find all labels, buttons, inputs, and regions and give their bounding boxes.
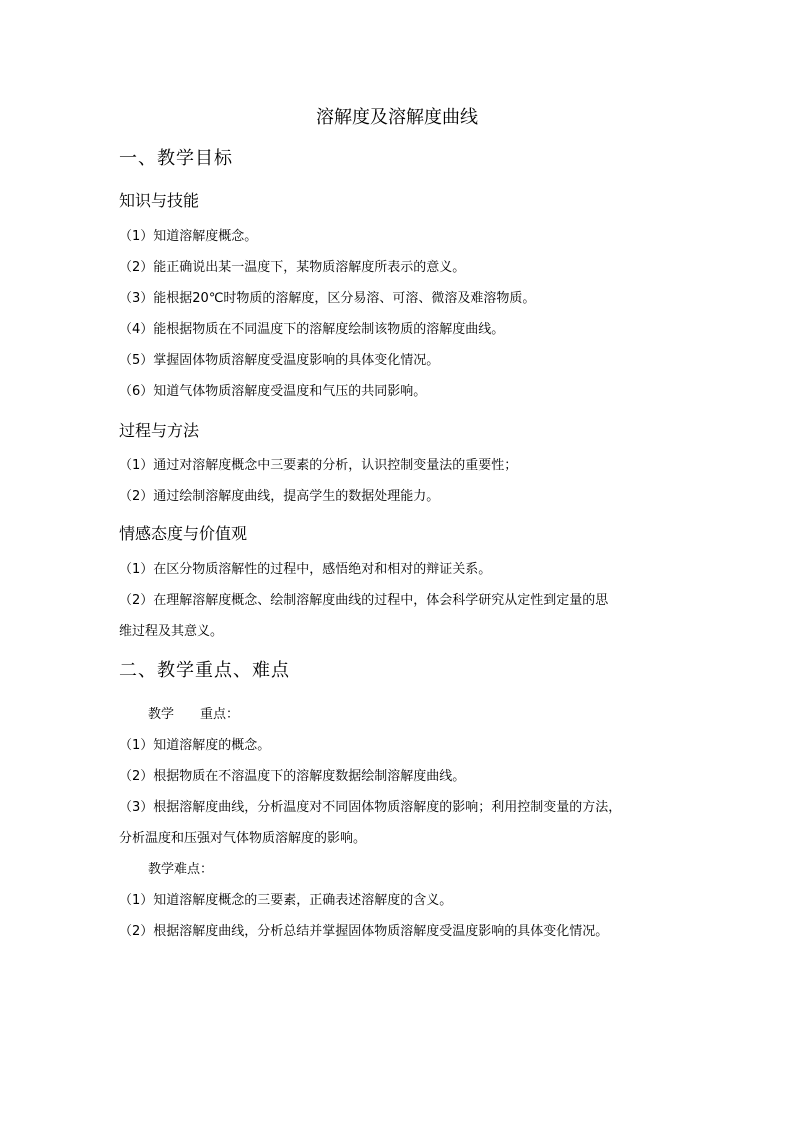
key-points-label-part1: 教学 xyxy=(148,707,175,722)
emotion-item-continuation: 维过程及其意义。 xyxy=(119,624,224,639)
knowledge-item: （2）能正确说出某一温度下，某物质溶解度所表示的意义。 xyxy=(119,260,466,275)
key-point-item: （3）根据溶解度曲线，分析温度对不同固体物质溶解度的影响；利用控制变量的方法， xyxy=(119,800,622,815)
key-point-item: （2）根据物质在不溶温度下的溶解度数据绘制溶解度曲线。 xyxy=(119,769,466,784)
difficulty-label: 教学难点： xyxy=(148,862,214,877)
knowledge-item: （6）知道气体物质溶解度受温度和气压的共同影响。 xyxy=(119,384,427,399)
section-heading-objectives: 一、教学目标 xyxy=(119,148,233,169)
emotion-item: （1）在区分物质溶解性的过程中，感悟绝对和相对的辩证关系。 xyxy=(119,562,492,577)
emotion-item: （2）在理解溶解度概念、绘制溶解度曲线的过程中，体会科学研究从定性到定量的思 xyxy=(119,593,609,608)
knowledge-item: （5）掌握固体物质溶解度受温度影响的具体变化情况。 xyxy=(119,353,440,368)
section-heading-key-difficult: 二、教学重点、难点 xyxy=(119,660,290,681)
subheading-knowledge-skills: 知识与技能 xyxy=(119,191,200,210)
key-points-label-part2: 重点： xyxy=(200,707,240,722)
document-title: 溶解度及溶解度曲线 xyxy=(316,107,478,128)
knowledge-item: （1）知道溶解度概念。 xyxy=(119,229,258,244)
knowledge-item: （3）能根据20℃时物质的溶解度，区分易溶、可溶、微溶及难溶物质。 xyxy=(119,291,536,306)
difficulty-item: （2）根据溶解度曲线，分析总结并掌握固体物质溶解度受温度影响的具体变化情况。 xyxy=(119,924,609,939)
subheading-process-methods: 过程与方法 xyxy=(119,421,200,440)
subheading-emotion-values: 情感态度与价值观 xyxy=(119,524,248,543)
difficulty-item: （1）知道溶解度概念的三要素，正确表述溶解度的含义。 xyxy=(119,893,453,908)
knowledge-item: （4）能根据物质在不同温度下的溶解度绘制该物质的溶解度曲线。 xyxy=(119,322,505,337)
key-point-item-continuation: 分析温度和压强对气体物质溶解度的影响。 xyxy=(119,831,367,846)
process-item: （2）通过绘制溶解度曲线，提高学生的数据处理能力。 xyxy=(119,489,440,504)
key-points-label xyxy=(148,704,239,726)
process-item: （1）通过对溶解度概念中三要素的分析，认识控制变量法的重要性； xyxy=(119,458,518,473)
key-point-item: （1）知道溶解度的概念。 xyxy=(119,738,271,753)
